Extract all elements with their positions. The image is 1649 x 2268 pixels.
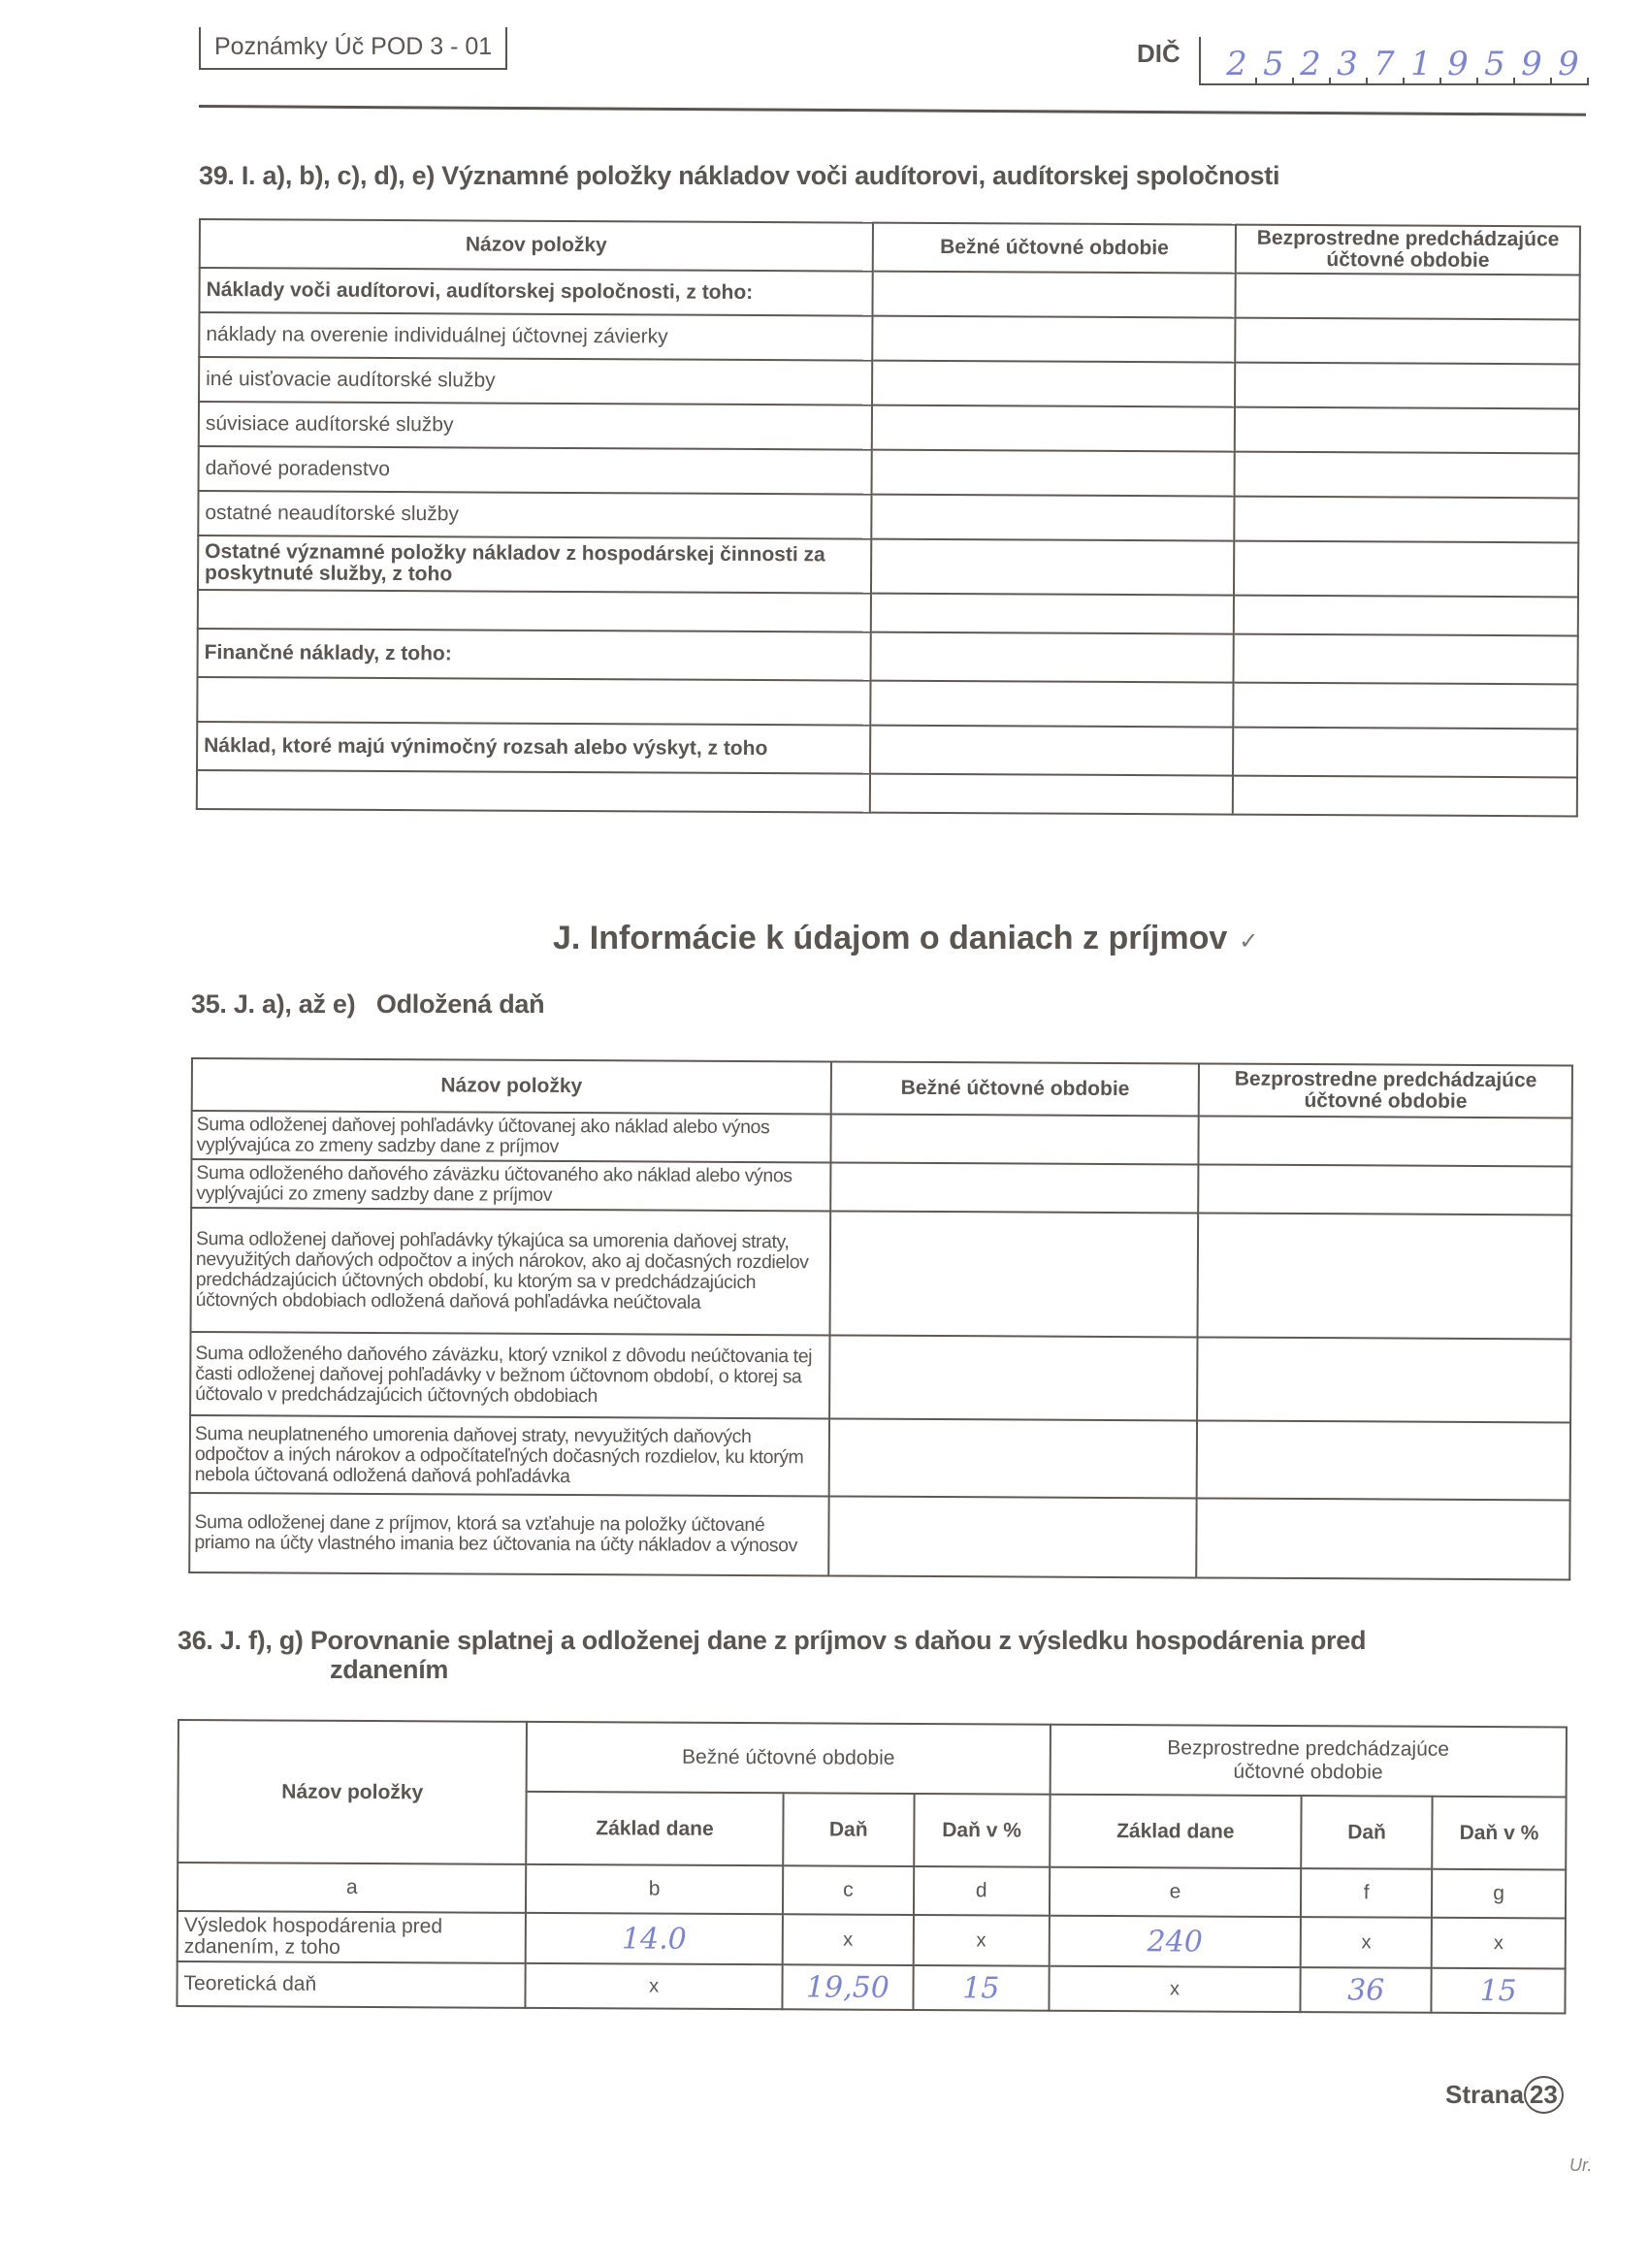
current-period-cell[interactable] xyxy=(871,495,1235,541)
table-row xyxy=(198,491,1578,542)
item-name: Finančné náklady, z toho: xyxy=(198,629,871,681)
column-header-name: Názov položky xyxy=(178,1720,527,1864)
item-name: súvisiace audítorské služby xyxy=(199,402,872,450)
item-name: Suma odloženého daňového záväzku, ktorý vznikol z dôvodu neúčtovania tej časti odloženej daňovej pohľadávky v bežnom účtovnom období, o ktorej sa účtovalo v predchádzajúcich účtovných obdobiach xyxy=(190,1332,829,1418)
subcolumn-header: Daň v % xyxy=(1432,1797,1566,1870)
current-period-cell[interactable] xyxy=(870,681,1234,728)
value-cell[interactable] xyxy=(1432,1968,1566,2014)
previous-period-cell[interactable] xyxy=(1197,1498,1570,1579)
item-name: daňové poradenstvo xyxy=(199,446,872,495)
table-row xyxy=(178,1911,1566,1968)
column-header: Bežné účtovné obdobie xyxy=(831,1061,1200,1116)
column-letter-row xyxy=(178,1863,1566,1918)
previous-period-cell[interactable] xyxy=(1235,452,1579,499)
previous-period-cell[interactable] xyxy=(1197,1420,1570,1500)
current-period-cell[interactable] xyxy=(829,1335,1198,1420)
page-number-value: 23 xyxy=(1524,2076,1564,2114)
previous-period-cell[interactable] xyxy=(1236,318,1580,365)
current-period-cell[interactable] xyxy=(870,632,1234,683)
dic-digit[interactable]: 5 xyxy=(1476,45,1513,83)
item-name: náklady na overenie individuálnej účtovnej závierky xyxy=(199,312,872,361)
current-period-cell[interactable] xyxy=(870,774,1234,815)
column-header: Názov položky xyxy=(200,219,873,272)
previous-period-cell[interactable] xyxy=(1234,634,1578,685)
value-cell[interactable] xyxy=(526,1963,783,2009)
table-row xyxy=(191,1208,1572,1339)
subcolumn-header: Základ dane xyxy=(1050,1795,1302,1868)
column-letter: g xyxy=(1432,1869,1566,1919)
previous-period-cell[interactable] xyxy=(1235,363,1579,409)
column-header: Bezprostredne predchádzajúce účtovné obdobie xyxy=(1236,225,1580,275)
table-header-row xyxy=(192,1058,1572,1118)
table-row xyxy=(199,312,1579,364)
item-name: Suma odloženého daňového záväzku účtovaného ako náklad alebo výnos vyplývajúci zo zmeny sadzby dane z príjmov xyxy=(191,1159,830,1211)
dic-digit[interactable]: 9 xyxy=(1513,45,1550,83)
column-group-previous: Bezprostredne predchádzajúce účtovné obdobie xyxy=(1050,1725,1567,1798)
dic-label: DIČ xyxy=(1137,39,1180,68)
item-name xyxy=(198,590,871,632)
table-row xyxy=(191,1159,1571,1215)
current-period-cell[interactable] xyxy=(828,1496,1197,1577)
current-period-cell[interactable] xyxy=(871,539,1235,596)
item-name: Teoretická daň xyxy=(177,1961,526,2008)
current-period-cell[interactable] xyxy=(830,1162,1199,1213)
previous-period-cell[interactable] xyxy=(1233,728,1577,778)
item-name: Výsledok hospodárenia pred zdanením, z toho xyxy=(178,1911,527,1963)
tax-comparison-table xyxy=(176,1719,1568,2014)
dic-digit[interactable]: 9 xyxy=(1550,45,1587,83)
not-applicable-mark: x xyxy=(649,1975,660,1997)
item-name: ostatné neaudítorské služby xyxy=(198,491,871,539)
section-36-title-line1: 36. J. f), g) Porovnanie splatnej a odloženej dane z príjmov s daňou z výsledku hospodárenia pred xyxy=(178,1626,1367,1655)
table-row xyxy=(199,357,1579,408)
dic-digit[interactable]: 1 xyxy=(1403,45,1439,83)
column-header: Bezprostredne predchádzajúce účtovné obdobie xyxy=(1199,1063,1572,1118)
item-name: Suma odloženej daňovej pohľadávky týkajúca sa umorenia daňovej straty, nevyužitých daňových odpočtov a iných nárokov, ako aj dočasných rozdielov predchádzajúcich účtovných období, ku ktorým sa v predchádzajúcich účtovných obdobiach odložená daňová pohľadávka neúčtovala xyxy=(191,1208,831,1335)
table-row xyxy=(177,1961,1565,2013)
current-period-cell[interactable] xyxy=(871,594,1235,634)
table-row xyxy=(189,1493,1569,1579)
value-cell[interactable] xyxy=(783,1914,914,1965)
value-cell[interactable] xyxy=(1049,1916,1301,1967)
column-header: Bežné účtovné obdobie xyxy=(873,223,1237,274)
page-label: Strana xyxy=(1445,2080,1524,2109)
header-divider xyxy=(199,105,1586,116)
form-code-box xyxy=(199,27,507,70)
column-letter: a xyxy=(178,1863,527,1913)
current-period-cell[interactable] xyxy=(872,405,1236,452)
subcolumn-header: Daň v % xyxy=(914,1794,1050,1867)
previous-period-cell[interactable] xyxy=(1199,1116,1572,1166)
item-name: Náklady voči audítorovi, audítorskej spoločnosti, z toho: xyxy=(199,268,872,316)
previous-period-cell[interactable] xyxy=(1197,1337,1570,1422)
previous-period-cell[interactable] xyxy=(1234,683,1578,729)
column-letter: f xyxy=(1301,1868,1432,1918)
handwritten-value: 15 xyxy=(962,1970,1000,2005)
dic-field[interactable] xyxy=(1199,37,1587,85)
value-cell[interactable] xyxy=(526,1913,783,1964)
value-cell[interactable] xyxy=(1301,1917,1432,1968)
previous-period-cell[interactable] xyxy=(1234,596,1578,636)
subcolumn-header: Daň xyxy=(783,1793,914,1866)
table-row xyxy=(198,535,1578,597)
not-applicable-mark: x xyxy=(1361,1931,1372,1954)
table-row xyxy=(199,268,1579,319)
column-letter: c xyxy=(783,1865,914,1915)
dic-digit[interactable]: 2 xyxy=(1292,45,1329,83)
current-period-cell[interactable] xyxy=(829,1418,1198,1498)
dic-digit[interactable]: 9 xyxy=(1439,45,1476,83)
table-row xyxy=(197,722,1577,777)
table-row xyxy=(191,1111,1571,1166)
current-period-cell[interactable] xyxy=(870,726,1234,776)
item-name: Suma odloženej daňovej pohľadávky účtovanej ako náklad alebo výnos vyplývajúca zo zmeny sadzby dane z príjmov xyxy=(191,1111,830,1162)
table-row xyxy=(190,1415,1570,1500)
item-name: Ostatné významné položky nákladov z hospodárskej činnosti za poskytnuté služby, z toho xyxy=(198,535,871,594)
not-applicable-mark: x xyxy=(976,1929,986,1952)
not-applicable-mark: x xyxy=(1493,1932,1504,1955)
handwritten-initials: Ur. xyxy=(1569,2155,1593,2175)
table-row xyxy=(197,770,1577,816)
page-number xyxy=(1445,2076,1564,2114)
item-name: iné uisťovacie audítorské služby xyxy=(199,357,872,405)
previous-period-cell[interactable] xyxy=(1235,407,1579,454)
previous-period-cell[interactable] xyxy=(1236,274,1580,320)
value-cell[interactable] xyxy=(1301,1967,1432,2013)
handwritten-value: 15 xyxy=(1479,1973,1517,2008)
current-period-cell[interactable] xyxy=(871,450,1235,497)
table-row xyxy=(199,446,1579,498)
section-j-heading xyxy=(553,920,1258,957)
current-period-cell[interactable] xyxy=(830,1114,1199,1164)
subcolumn-header: Základ dane xyxy=(527,1792,784,1865)
form-code: Poznámky Úč POD 3 - 01 xyxy=(214,33,493,60)
column-header: Názov položky xyxy=(192,1058,831,1114)
section-39-title: 39. I. a), b), c), d), e) Významné položky nákladov voči audítorovi, audítorskej spoločnosti xyxy=(199,161,1280,190)
item-name: Suma neuplatneného umorenia daňovej straty, nevyužitých daňových odpočtov a iných nárokov a odpočítateľných dočasných rozdielov, ku ktorým nebola účtovaná odložená daňová pohľadávka xyxy=(190,1415,829,1496)
auditor-costs-table xyxy=(196,218,1581,817)
item-name xyxy=(197,677,870,726)
check-mark-icon: ✓ xyxy=(1239,928,1259,955)
value-cell[interactable] xyxy=(1432,1918,1566,1969)
not-applicable-mark: x xyxy=(1169,1978,1180,2000)
table-header-row xyxy=(200,219,1580,275)
column-letter: b xyxy=(526,1864,783,1914)
previous-period-cell[interactable] xyxy=(1199,1164,1572,1215)
column-group-current: Bežné účtovné obdobie xyxy=(527,1722,1051,1795)
table-row xyxy=(190,1332,1570,1422)
handwritten-value: 36 xyxy=(1347,1972,1385,2008)
section-35-title: 35. J. a), až e) Odložená daň xyxy=(191,989,545,1019)
dic-digit[interactable]: 5 xyxy=(1255,45,1292,83)
not-applicable-mark: x xyxy=(843,1928,854,1951)
handwritten-value: 19,50 xyxy=(805,1969,889,2005)
item-name: Náklad, ktoré majú výnimočný rozsah alebo výskyt, z toho xyxy=(197,722,870,774)
value-cell[interactable] xyxy=(913,1915,1049,1966)
section-j-heading-text: J. Informácie k údajom o daniach z príjmov xyxy=(553,920,1228,956)
current-period-cell[interactable] xyxy=(872,361,1236,407)
previous-period-cell[interactable] xyxy=(1235,497,1579,543)
dic-digit[interactable]: 2 xyxy=(1218,45,1255,83)
table-row xyxy=(197,677,1577,729)
item-name: Suma odloženej dane z príjmov, ktorá sa vzťahuje na položky účtované priamo na účty vlastného imania bez účtovania na účty nákladov a výnosov xyxy=(189,1493,828,1575)
value-cell[interactable] xyxy=(1049,1966,1301,2012)
current-period-cell[interactable] xyxy=(872,272,1236,318)
column-letter: d xyxy=(914,1866,1050,1916)
value-cell[interactable] xyxy=(782,1964,913,2010)
current-period-cell[interactable] xyxy=(829,1211,1198,1337)
subcolumn-header: Daň xyxy=(1301,1796,1432,1869)
section-36-title-line2: zdanením xyxy=(330,1655,449,1684)
table-row xyxy=(199,402,1579,453)
current-period-cell[interactable] xyxy=(872,316,1236,363)
column-letter: e xyxy=(1050,1867,1302,1917)
item-name xyxy=(197,770,870,813)
deferred-tax-table xyxy=(188,1057,1573,1580)
value-cell[interactable] xyxy=(913,1965,1049,2011)
handwritten-value: 240 xyxy=(1147,1924,1203,1960)
previous-period-cell[interactable] xyxy=(1234,541,1578,598)
handwritten-value: 14.0 xyxy=(621,1921,687,1957)
previous-period-cell[interactable] xyxy=(1198,1213,1571,1339)
dic-digit[interactable]: 7 xyxy=(1366,45,1403,83)
table-row xyxy=(198,629,1578,684)
previous-period-cell[interactable] xyxy=(1233,776,1577,817)
dic-digit[interactable]: 3 xyxy=(1329,45,1366,83)
